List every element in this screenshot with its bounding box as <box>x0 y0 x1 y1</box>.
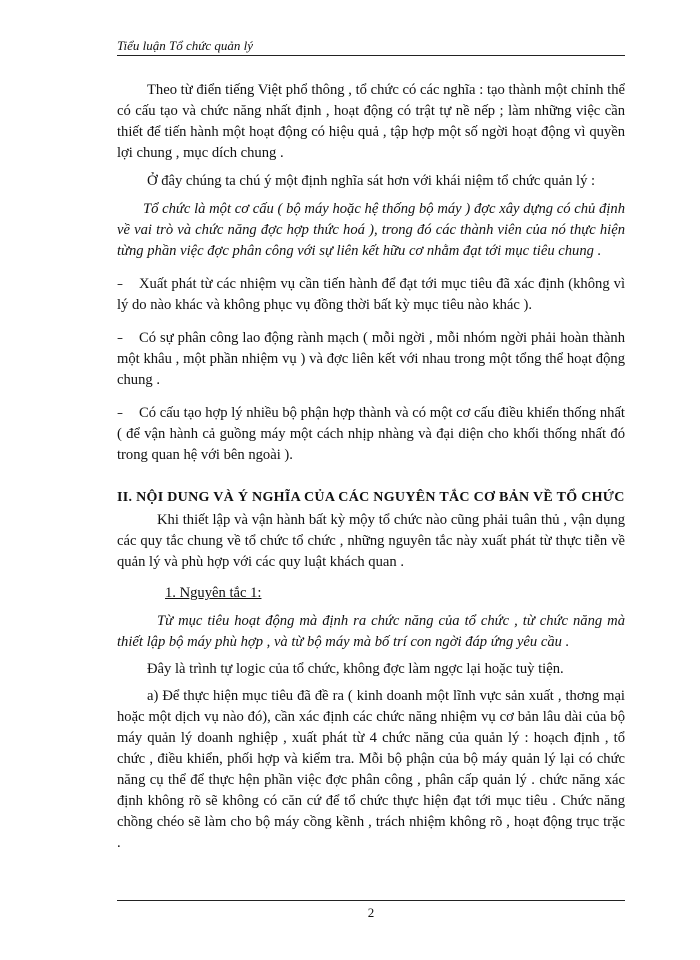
section-intro-paragraph: Khi thiết lập và vận hành bất kỳ mộy tổ chức nào cũng phải tuân thủ , vận dụng các quy tắc chung về tổ chức tổ chức , những nguyên tắc này xuất phát từ thực tiễn về quản lý và phù hợp với các quy luật khách quan . <box>117 512 625 570</box>
focus-paragraph: Ở đây chúng ta chú ý một định nghĩa sát hơn với khái niệm tổ chức quản lý : <box>147 173 596 189</box>
dash-icon: – <box>117 277 123 291</box>
dash-icon: – <box>117 331 123 345</box>
bullet-text: Xuất phát từ các nhiệm vụ cần tiến hành để đạt tới mục tiêu đã xác định (không vì lý do nào khác và không phục vụ đồng thời bất kỳ mục tiêu nào khác ). <box>117 276 625 313</box>
page-number: 2 <box>367 905 375 920</box>
logic-note: Đây là trình tự logic của tổ chức, không đợc làm ngợc lại hoặc tuỳ tiện. <box>147 661 564 677</box>
footer-divider <box>117 900 625 901</box>
bullet-item <box>117 328 625 391</box>
bullet-item <box>117 403 625 466</box>
page-header-title: Tiểu luận Tổ chức quản lý <box>117 38 253 53</box>
definition-paragraph: Tổ chức là một cơ cấu ( bộ máy hoặc hệ thống bộ máy ) đợc xây dựng có chủ định về vai trò và chức năng đợc hợp thức hoá ), trong đó các thành viên của nó thực hiện từng phần việc đợc phân công với sự liên kết hữu cơ nhằm đạt tới mục tiêu chung . <box>117 201 625 259</box>
dash-icon: – <box>117 406 123 420</box>
document-body <box>117 68 625 854</box>
section-heading: II. NỘI DUNG VÀ Ý NGHĨA CỦA CÁC NGUYÊN TẮC CƠ BẢN VỀ TỔ CHỨC <box>117 490 625 505</box>
intro-paragraph: Theo từ điển tiếng Việt phổ thông , tổ chức có các nghĩa : tạo thành một chỉnh thể có cấu tạo và chức năng nhất định , hoạt động có trật tự nề nếp ; làm những việc cần thiết để tiến hành một hoạt động có hiệu quả , tập hợp một số ngời hoạt động vì quyền lợi chung , mục dích chung . <box>117 82 625 161</box>
bullet-text: Có sự phân công lao động rành mạch ( mỗi ngời , mỗi nhóm ngời phải hoàn thành một khâu , một phần nhiệm vụ ) và đợc liên kết với nhau trong một tổng thể hoạt động chung . <box>117 330 625 388</box>
bullet-item <box>117 274 625 316</box>
header-divider <box>117 55 625 56</box>
principle-paragraph: Từ mục tiêu hoạt động mà định ra chức năng của tổ chức , từ chức năng mà thiết lập bộ máy phù hợp , và từ bộ máy mà bố trí con ngời đáp ứng yêu cầu . <box>117 613 625 650</box>
point-a-paragraph: a) Để thực hiện mục tiêu đã đề ra ( kinh doanh một lĩnh vực sản xuất , thơng mại hoặc một dịch vụ nào đó), cần xác định các chức năng nhiệm vụ cơ bản lâu dài của bộ máy quản lý doanh nghiệp , xuất phát từ 4 chức năng của quản lý : hoạch định , tổ chức , điều khiển, phối hợp và kiểm tra. Mỗi bộ phận của bộ máy quản lý lại có chức năng cụ thể để thực hện phần việc đợc phân công , phân cấp quản lý . chức năng xác định không rõ sẽ không có căn cứ để tổ chức thực hiện đạt tới mục tiêu . Chức năng chồng chéo sẽ làm cho bộ máy cồng kềnh , trách nhiệm không rõ , hoạt động trục trặc . <box>117 688 625 851</box>
bullet-text: Có cấu tạo hợp lý nhiều bộ phận hợp thành và có một cơ cấu điều khiển thống nhất ( để vận hành cả guồng máy một cách nhịp nhàng và đại diện cho khối thống nhất đó trong quan hệ với bên ngoài ). <box>117 405 625 463</box>
principle-title: 1. Nguyên tắc 1: <box>165 585 262 601</box>
